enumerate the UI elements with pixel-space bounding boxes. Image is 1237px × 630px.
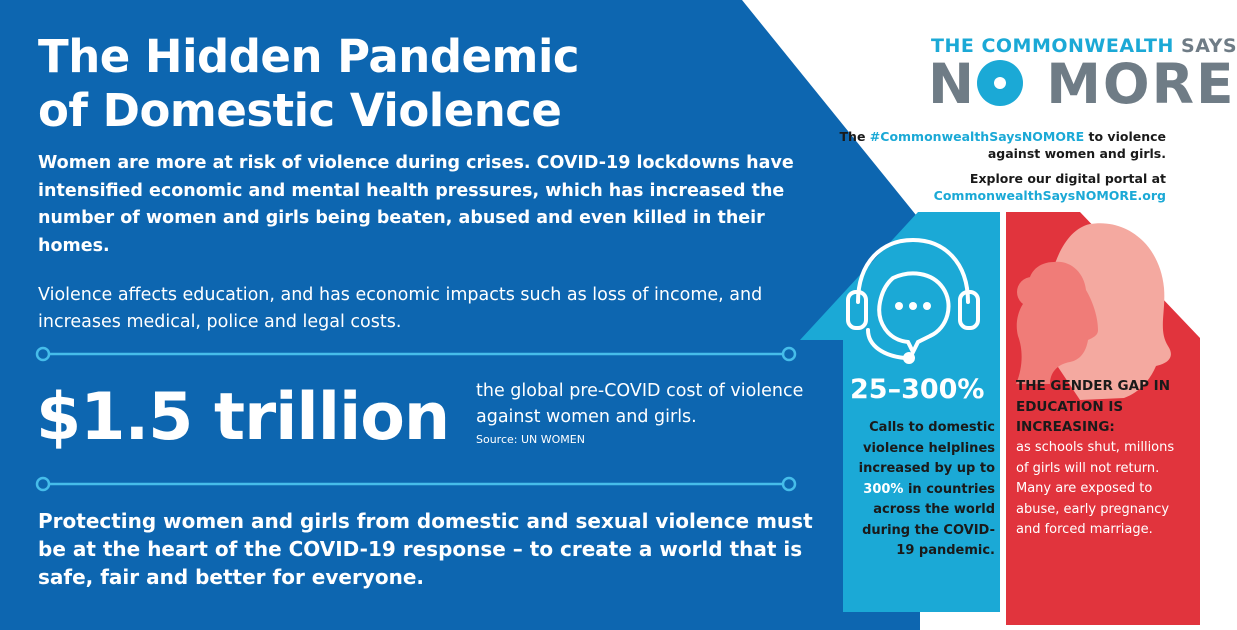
brand-n: N bbox=[928, 52, 977, 116]
tagline-prefix: The bbox=[839, 129, 870, 144]
education-heading: THE GENDER GAP IN EDUCATION IS INCREASING: bbox=[1016, 378, 1170, 435]
helpline-text-before: Calls to domestic violence helplines increased by up to bbox=[858, 420, 995, 476]
brand-says: SAYS bbox=[1181, 35, 1237, 57]
portal-link[interactable]: CommonwealthSaysNOMORE.org bbox=[933, 188, 1166, 203]
helpline-text-after: in countries across the world during the COVID-19 pandemic. bbox=[862, 481, 995, 558]
title-line-2: of Domestic Violence bbox=[38, 84, 562, 137]
helpline-stat-value: 25–300% bbox=[850, 374, 985, 405]
impact-paragraph: Violence affects education, and has economic impacts such as loss of income, and increases medical, police and legal costs. bbox=[38, 285, 763, 332]
tagline-suffix: to violence against women and girls. bbox=[987, 129, 1166, 161]
brand-logo-line-2 bbox=[928, 52, 1236, 116]
portal-info bbox=[826, 170, 1166, 204]
title-line-1: The Hidden Pandemic bbox=[38, 30, 580, 83]
campaign-tagline bbox=[826, 128, 1166, 162]
cyan-dots bbox=[895, 302, 931, 310]
cost-stat-description bbox=[476, 378, 806, 448]
cost-stat-source: Source: UN WOMEN bbox=[476, 433, 585, 446]
closing-statement: Protecting women and girls from domestic and sexual violence must be at the heart of the COVID-19 response – to create a world that is safe, fair and better for everyone. bbox=[38, 509, 813, 589]
brand-o-circle-icon bbox=[977, 60, 1023, 106]
tagline-hashtag[interactable]: #CommonwealthSaysNOMORE bbox=[869, 129, 1085, 144]
portal-text: Explore our digital portal at bbox=[969, 171, 1166, 186]
helpline-description bbox=[850, 418, 995, 562]
education-body: as schools shut, millions of girls will not return. Many are exposed to abuse, early pregnancy and forced marriage. bbox=[1016, 440, 1175, 537]
cost-stat-text: the global pre-COVID cost of violence against women and girls. bbox=[476, 381, 804, 427]
brand-more: MORE bbox=[1046, 52, 1236, 116]
brand-commonwealth: THE COMMONWEALTH bbox=[931, 35, 1174, 57]
helpline-highlight: 300% bbox=[863, 481, 904, 497]
cost-stat-value: $1.5 trillion bbox=[36, 380, 450, 455]
intro-paragraph: Women are more at risk of violence during crises. COVID-19 lockdowns have intensified economic and mental health pressures, which has increased the number of women and girls being beaten, abused and even killed in their homes. bbox=[38, 153, 794, 256]
page-title bbox=[38, 30, 638, 138]
